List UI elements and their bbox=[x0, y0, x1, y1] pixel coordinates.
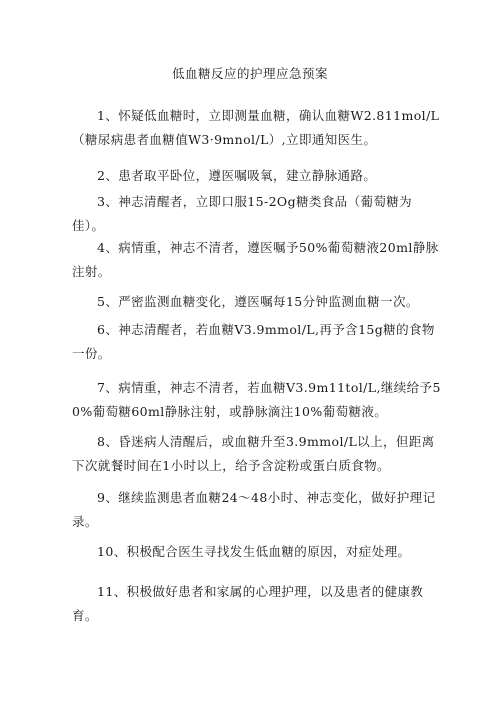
paragraph-9: 9、继续监测患者血糖24～48小时、神志变化，做好护理记录。 bbox=[72, 490, 436, 529]
paragraph-10: 10、积极配合医生寻找发生低血糖的原因，对症处理。 bbox=[97, 544, 411, 559]
paragraph-6: 6、神志清醒者，若血糖V3.9mmol/L,再予含15g糖的食物一份。 bbox=[72, 322, 435, 361]
paragraph-4: 4、病情重，神志不清者，遵医嘱予50%葡萄糖液20ml静脉注射。 bbox=[72, 240, 439, 279]
document-title: 低血糖反应的护理应急预案 bbox=[171, 66, 328, 81]
paragraph-11: 11、积极做好患者和家属的心理护理，以及患者的健康教育。 bbox=[72, 584, 424, 623]
paragraph-2: 2、患者取平卧位，遵医嘱吸氧，建立静脉通路。 bbox=[97, 168, 377, 183]
paragraph-5: 5、严密监测血糖变化，遵医嘱每15分钟监测血糖一次。 bbox=[97, 294, 419, 309]
paragraph-7: 7、病情重，神志不清者，若血糖V3.9m11tol/L,继续给予50%葡萄糖60ml静脉注射，或静脉滴注10%葡萄糖液。 bbox=[72, 380, 441, 419]
paragraph-8: 8、昏迷病人清醒后，或血糖升至3.9mmol/L以上，但距离下次就餐时间在1小时以上，给予含淀粉或蛋白质食物。 bbox=[72, 434, 435, 473]
paragraph-1: 1、怀疑低血糖时，立即测量血糖，确认血糖W2.811mol/L（糖尿病患者血糖值W3·9mnol/L）,立即通知医生。 bbox=[72, 108, 440, 147]
paragraph-3: 3、神志清醒者，立即口服15-2Og糖类食品（葡萄糖为佳）。 bbox=[72, 194, 413, 233]
